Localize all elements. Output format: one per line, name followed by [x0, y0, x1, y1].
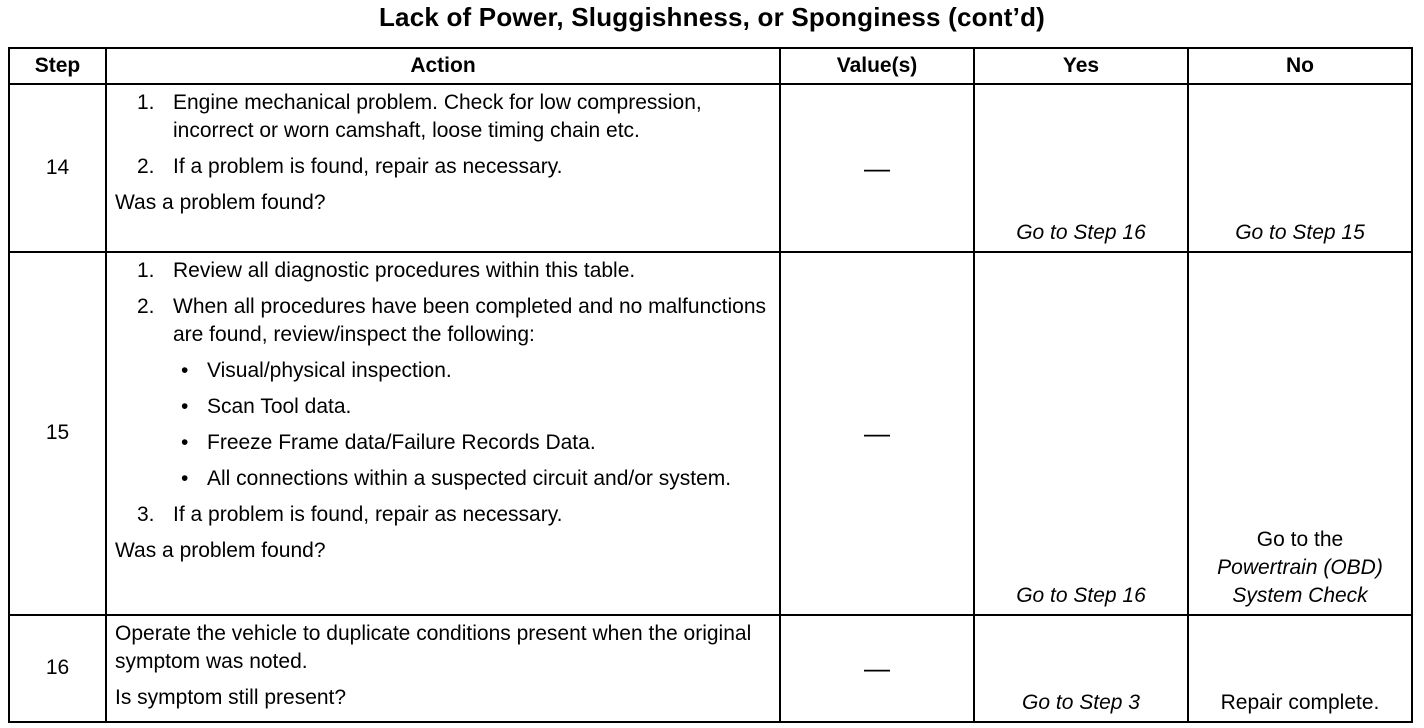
header-action: Action — [106, 48, 780, 84]
no-cell: Repair complete. — [1188, 615, 1412, 722]
action-cell — [106, 615, 780, 722]
question-text: Is symptom still present? — [115, 685, 347, 709]
list-item: 2. When all procedures have been completed and no malfunctions are found, review/inspect the following: — [137, 294, 767, 346]
action-cell — [106, 84, 780, 252]
no-cell-line: System Check — [1232, 583, 1368, 607]
table-row-step-14 — [9, 84, 1412, 252]
value-cell: — — [780, 615, 974, 722]
bullet-item: • Scan Tool data. — [181, 394, 352, 418]
no-cell: Go to Step 15 — [1188, 84, 1412, 252]
yes-cell: Go to Step 16 — [974, 84, 1188, 252]
header-yes: Yes — [974, 48, 1188, 84]
action-text: Operate the vehicle to duplicate conditions present when the original symptom was noted. — [115, 621, 752, 673]
bullet-item: • Visual/physical inspection. — [181, 358, 452, 382]
no-cell — [1188, 252, 1412, 615]
header-step: Step — [9, 48, 106, 84]
action-cell — [106, 252, 780, 615]
question-text: Was a problem found? — [115, 538, 326, 562]
question-text: Was a problem found? — [115, 191, 326, 214]
table-header-row — [9, 48, 1412, 84]
no-cell-line: Go to the — [1256, 527, 1344, 551]
list-item: 2. If a problem is found, repair as necessary. — [137, 155, 563, 178]
header-values: Value(s) — [780, 48, 974, 84]
list-item: 1. Review all diagnostic procedures within this table. — [137, 258, 636, 282]
bullet-item: • All connections within a suspected circuit and/or system. — [181, 466, 732, 490]
header-no: No — [1188, 48, 1412, 84]
list-item: 3. If a problem is found, repair as necessary. — [137, 502, 563, 526]
step-number: 15 — [9, 252, 106, 615]
page-title: Lack of Power, Sluggishness, or Sponginess (cont’d) — [378, 2, 1046, 32]
table-row-step-15 — [9, 252, 1412, 615]
diagnostic-table — [8, 47, 1413, 723]
value-cell: — — [780, 84, 974, 252]
list-item: 1. Engine mechanical problem. Check for low compression, incorrect or worn camshaft, loose timing chain etc. — [137, 91, 702, 142]
step-number: 14 — [9, 84, 106, 252]
no-cell-line: Powertrain (OBD) — [1217, 555, 1383, 579]
table-row-step-16 — [9, 615, 1412, 722]
value-cell: — — [780, 252, 974, 615]
yes-cell: Go to Step 3 — [974, 615, 1188, 722]
yes-cell: Go to Step 16 — [974, 252, 1188, 615]
step-number: 16 — [9, 615, 106, 722]
bullet-item: • Freeze Frame data/Failure Records Data. — [181, 430, 596, 454]
